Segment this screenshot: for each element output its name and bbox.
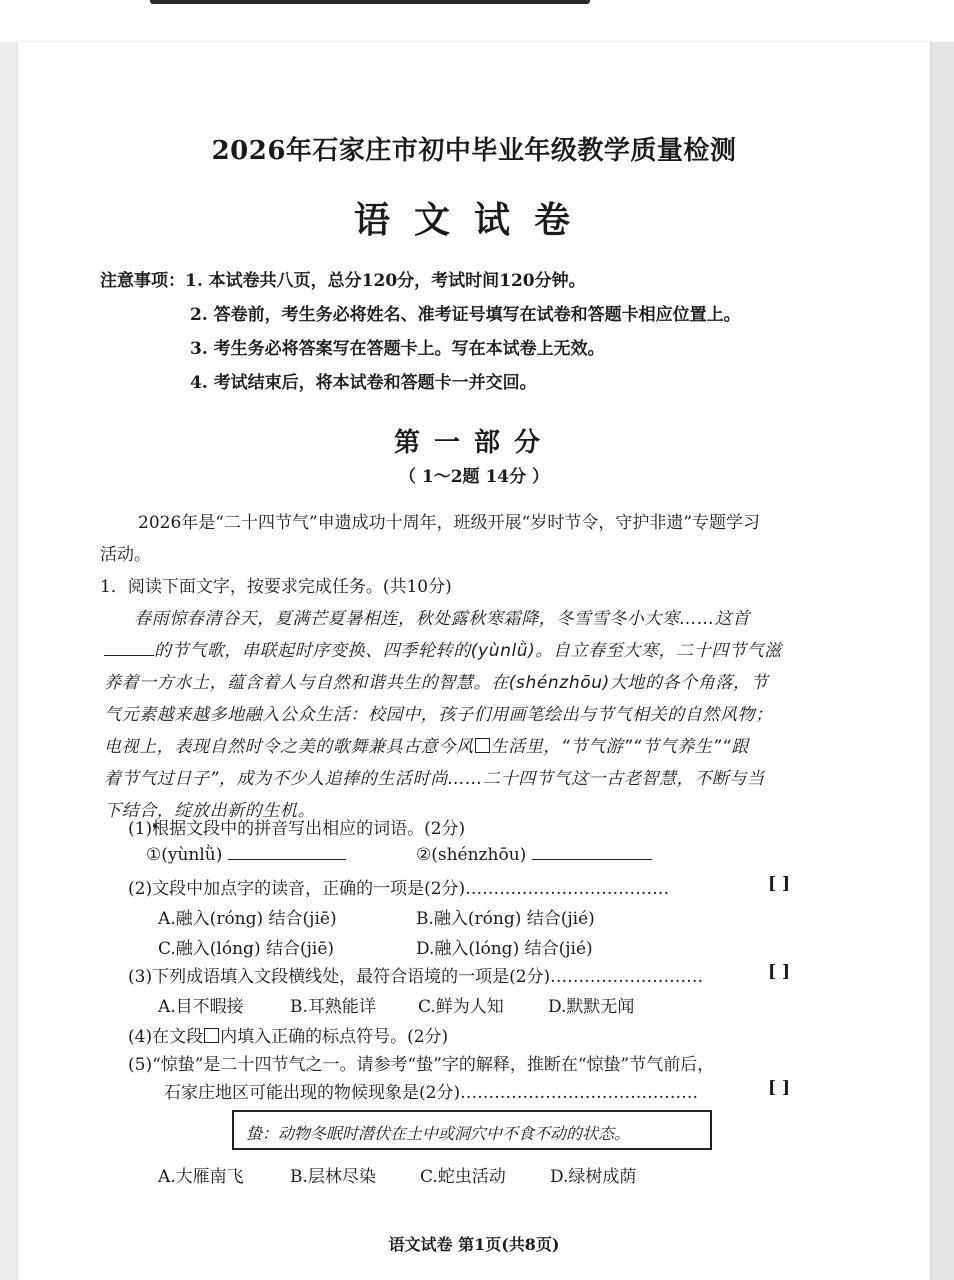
subquestion-5: (5)“惊蛰”是二十四节气之一。请参考“蛰”字的解释，推断在“惊蛰”节气前后， [128,1055,715,1075]
subquestion-text: (4)在文段 [128,1027,204,1047]
option: D.默默无闻 [548,997,635,1017]
blank-line [104,641,154,656]
subquestion-1-a [146,845,346,865]
option: B.层林尽染 [290,1167,376,1187]
definition-text: 蛰：动物冬眠时潜伏在土中或洞穴中不食不动的状态。 [246,1124,631,1143]
answer-bracket: [ ] [768,962,791,982]
notice-item: 3. 考生务必将答案写在答题卡上。写在本试卷上无效。 [190,339,605,359]
punctuation-box [475,738,490,753]
notice-item: 4. 考试结束后，将本试卷和答题卡一并交回。 [190,373,537,393]
scan-smudge [150,0,590,4]
passage-text: 生活里，“节气游”“节气养生”“跟 [490,737,749,757]
option: B.融入(róng) 结合(jié) [416,909,595,929]
notice-item: 2. 答卷前，考生务必将姓名、准考证号填写在试卷和答题卡相应位置上。 [190,305,741,325]
intro-line: 2026年是“二十四节气”申遗成功十周年，班级开展“岁时节令，守护非遗”专题学习 [138,513,761,533]
pinyin-label: ②(shénzhōu) [416,845,527,865]
passage-text: 电视上，表现自然时令之美的歌舞兼具古意今风 [104,737,474,757]
answer-line [532,845,652,860]
option: C.蛇虫活动 [420,1167,506,1187]
option: D.绿树成荫 [550,1167,637,1187]
notice-line-1 [100,266,586,291]
pinyin-label: ①(yùnlǜ) [146,845,223,865]
option: A.目不暇接 [158,997,244,1017]
subquestion-2: (2)文段中加点字的读音，正确的一项是(2分)……………………………… [128,879,670,899]
notice-label: 注意事项： [100,271,185,291]
passage-text: 的节气歌，串联起时序变换、四季轮转的(yùnlǜ)。自立春至大寒，二十四节气滋 [154,641,782,661]
page-edge [930,42,954,1280]
option: C.鲜为人知 [418,997,504,1017]
subquestion-5-line2: 石家庄地区可能出现的物候现象是(2分)…………………………………… [164,1083,699,1103]
subquestion-1-b [416,845,652,865]
answer-bracket: [ ] [768,1078,791,1098]
question-stem: 1．阅读下面文字，按要求完成任务。(共10分) [100,577,452,597]
subquestion-3: (3)下列成语填入文段横线处，最符合语境的一项是(2分)……………………… [128,967,704,987]
section-subtitle: （ 1～2题 14分 ） [398,467,550,487]
section-title: 第一部分 [393,428,554,458]
subquestion-text: 内填入正确的标点符号。(2分) [220,1027,449,1047]
definition-box [232,1110,712,1150]
option: B.耳熟能详 [290,997,376,1017]
punctuation-box [204,1028,219,1043]
passage-line: 下结合，绽放出新的生机。 [104,801,316,821]
passage-line: 气元素越来越多地融入公众生活：校园中，孩子们用画笔绘出与节气相关的自然风物； [104,705,773,725]
subject-title: 语文试卷 [353,199,594,241]
option: A.大雁南飞 [158,1167,244,1187]
exam-title: 2026年石家庄市初中毕业年级教学质量检测 [211,136,737,166]
subquestion-1: (1)根据文段中的拼音写出相应的词语。(2分) [128,819,466,839]
passage-line: 着节气过日子”，成为不少人追捧的生活时尚……二十四节气这一古老智慧，不断与当 [104,769,765,789]
option: C.融入(lóng) 结合(jiē) [158,939,335,959]
passage-line-2 [104,636,782,661]
answer-bracket: [ ] [768,874,791,894]
exam-paper [18,42,930,1280]
subquestion-4 [128,1022,448,1047]
notice-item: 1. 本试卷共八页，总分120分，考试时间120分钟。 [185,271,586,291]
passage-line: 养着一方水土，蕴含着人与自然和谐共生的智慧。在(shénzhōu)大地的各个角落，节 [104,673,769,693]
page-footer: 语文试卷 第1页(共8页) [388,1235,560,1254]
top-bar [0,0,954,42]
option: D.融入(lóng) 结合(jié) [416,939,593,959]
intro-line: 活动。 [100,545,151,565]
passage-line: 春雨惊春清谷天，夏满芒夏暑相连，秋处露秋寒霜降，冬雪雪冬小大寒……这首 [134,609,750,629]
answer-line [228,845,346,860]
option: A.融入(róng) 结合(jiē) [158,909,337,929]
passage-line-5 [104,732,749,757]
